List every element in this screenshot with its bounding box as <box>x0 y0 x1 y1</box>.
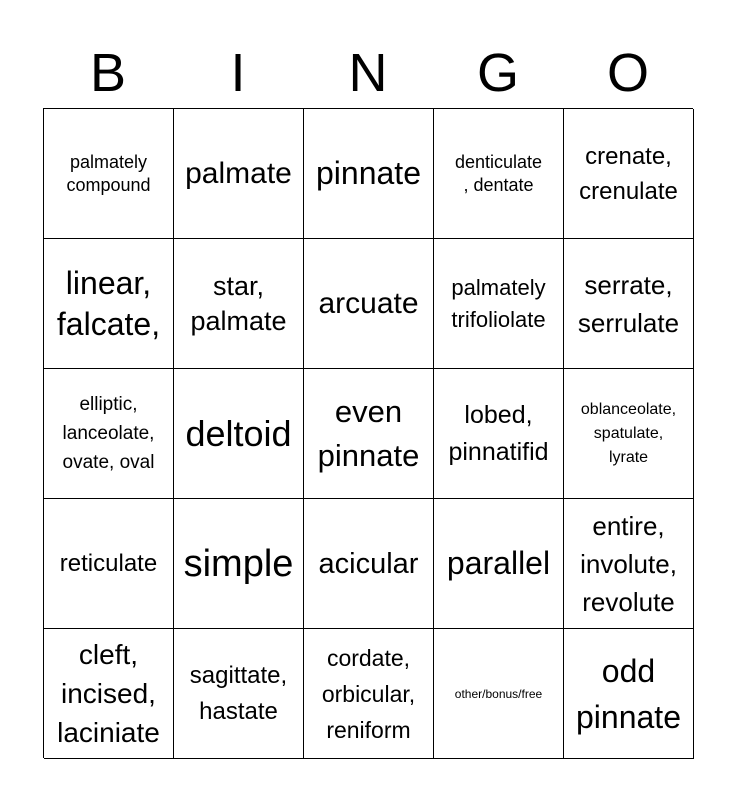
bingo-cell[interactable] <box>434 499 564 629</box>
header-letter-o: O <box>606 43 649 103</box>
bingo-cell[interactable] <box>564 499 694 629</box>
header-letter-i: I <box>230 43 246 103</box>
bingo-cell[interactable] <box>174 499 304 629</box>
bingo-cell[interactable] <box>564 369 694 499</box>
cell-text: even pinnate <box>317 393 420 473</box>
bingo-cell[interactable] <box>304 499 434 629</box>
bingo-cell[interactable] <box>174 109 304 239</box>
bingo-cell[interactable] <box>44 109 174 239</box>
bingo-cell[interactable] <box>44 369 174 499</box>
bingo-cell[interactable] <box>434 369 564 499</box>
cell-text: denticulate , dentate <box>454 151 543 195</box>
cell-text: odd pinnate <box>576 652 681 735</box>
cell-text: serrate, serrulate <box>577 269 680 338</box>
bingo-cell[interactable] <box>434 239 564 369</box>
bingo-cell[interactable] <box>44 239 174 369</box>
bingo-header <box>43 38 693 108</box>
header-letter-n: N <box>348 43 388 103</box>
cell-text: oblanceolate, spatulate, lyrate <box>580 400 677 466</box>
cell-text: sagittate, hastate <box>189 661 288 725</box>
bingo-cell[interactable] <box>564 629 694 759</box>
bingo-cell[interactable] <box>304 629 434 759</box>
cell-text: cordate, orbicular, reniform <box>321 644 416 743</box>
bingo-cell[interactable] <box>434 109 564 239</box>
cell-text: linear, falcate, <box>56 264 161 342</box>
bingo-cell[interactable] <box>174 369 304 499</box>
cell-text: palmately compound <box>66 151 151 195</box>
bingo-grid <box>43 108 693 758</box>
bingo-cell[interactable] <box>174 629 304 759</box>
cell-text: cleft, incised, laciniate <box>57 639 160 748</box>
bingo-cell[interactable] <box>434 629 564 759</box>
cell-text: other/bonus/free <box>454 686 543 701</box>
cell-text: star, palmate <box>190 270 287 336</box>
cell-text: arcuate <box>318 286 419 320</box>
cell-text: crenate, crenulate <box>579 142 678 205</box>
header-letter-g: G <box>476 43 519 103</box>
cell-text: parallel <box>446 545 551 581</box>
bingo-cell[interactable] <box>564 239 694 369</box>
bingo-cell[interactable] <box>304 239 434 369</box>
cell-text: deltoid <box>185 412 292 454</box>
bingo-cell[interactable] <box>564 109 694 239</box>
bingo-cell[interactable] <box>44 499 174 629</box>
cell-text: entire, involute, revolute <box>580 510 677 617</box>
bingo-cell[interactable] <box>44 629 174 759</box>
bingo-cell[interactable] <box>304 369 434 499</box>
cell-text: palmately trifoliolate <box>451 274 546 332</box>
bingo-cell[interactable] <box>174 239 304 369</box>
cell-text: palmate <box>185 156 292 190</box>
cell-text: reticulate <box>59 550 158 577</box>
cell-text: lobed, pinnatifid <box>448 400 549 466</box>
cell-text: simple <box>183 542 294 585</box>
cell-text: acicular <box>318 547 419 580</box>
header-letter-b: B <box>89 43 127 103</box>
cell-text: elliptic, lanceolate, ovate, oval <box>62 394 155 473</box>
cell-text: pinnate <box>316 155 421 191</box>
bingo-cell[interactable] <box>304 109 434 239</box>
